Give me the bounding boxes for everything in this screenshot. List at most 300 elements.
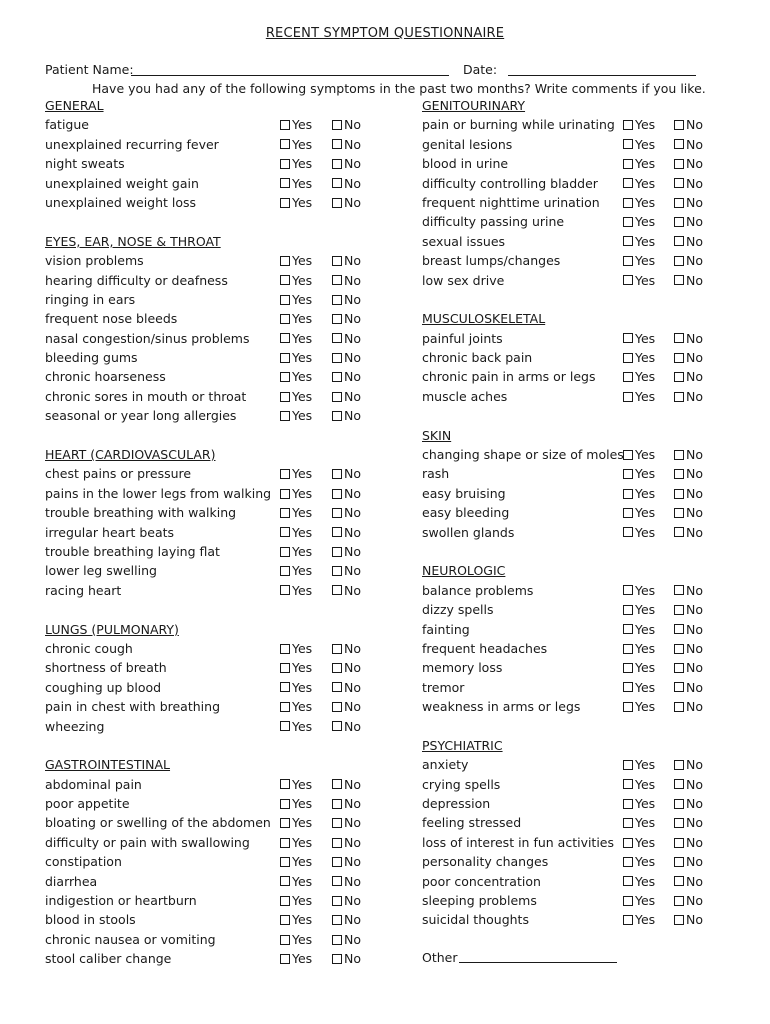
no-checkbox[interactable]	[332, 813, 361, 832]
checkbox-square-icon[interactable]	[332, 818, 342, 828]
yes-checkbox[interactable]	[623, 755, 655, 774]
checkbox-square-icon[interactable]	[674, 915, 684, 925]
no-checkbox[interactable]	[332, 251, 361, 270]
no-checkbox[interactable]	[332, 193, 361, 212]
yes-checkbox[interactable]	[623, 271, 655, 290]
yes-checkbox[interactable]	[623, 251, 655, 270]
yes-checkbox[interactable]	[280, 271, 312, 290]
no-checkbox[interactable]	[332, 406, 361, 425]
yes-label: Yes	[635, 621, 656, 637]
yes-checkbox[interactable]	[623, 212, 655, 231]
checkbox-square-icon[interactable]	[623, 779, 633, 789]
symptom-label: pains in the lower legs from walking	[45, 485, 272, 501]
yes-checkbox[interactable]	[280, 678, 312, 697]
symptom-row	[45, 348, 380, 367]
yes-checkbox[interactable]	[623, 503, 655, 522]
no-checkbox[interactable]	[674, 115, 703, 134]
symptom-label: lower leg swelling	[45, 563, 157, 579]
yes-checkbox[interactable]	[623, 639, 655, 658]
checkbox-square-icon[interactable]	[280, 489, 290, 499]
yes-checkbox[interactable]	[623, 193, 655, 212]
checkbox-square-icon[interactable]	[280, 508, 290, 518]
checkbox-square-icon[interactable]	[674, 178, 684, 188]
no-checkbox[interactable]	[674, 794, 703, 813]
checkbox-square-icon[interactable]	[623, 624, 633, 634]
checkbox-square-icon[interactable]	[674, 702, 684, 712]
checkbox-square-icon[interactable]	[674, 663, 684, 673]
no-checkbox[interactable]	[332, 852, 361, 871]
checkbox-square-icon[interactable]	[332, 372, 342, 382]
no-checkbox[interactable]	[674, 348, 703, 367]
checkbox-square-icon[interactable]	[674, 198, 684, 208]
checkbox-square-icon[interactable]	[332, 353, 342, 363]
yes-checkbox[interactable]	[623, 852, 655, 871]
checkbox-square-icon[interactable]	[623, 159, 633, 169]
checkbox-square-icon[interactable]	[332, 139, 342, 149]
no-checkbox[interactable]	[674, 639, 703, 658]
no-checkbox[interactable]	[332, 872, 361, 891]
checkbox-square-icon[interactable]	[332, 547, 342, 557]
checkbox-square-icon[interactable]	[623, 489, 633, 499]
no-checkbox[interactable]	[674, 581, 703, 600]
yes-label: Yes	[292, 873, 313, 889]
no-checkbox[interactable]	[674, 775, 703, 794]
symptom-label: constipation	[45, 854, 122, 870]
no-checkbox[interactable]	[332, 833, 361, 852]
checkbox-square-icon[interactable]	[332, 159, 342, 169]
no-checkbox[interactable]	[332, 717, 361, 736]
checkbox-square-icon[interactable]	[623, 275, 633, 285]
yes-checkbox[interactable]	[280, 891, 312, 910]
no-checkbox[interactable]	[332, 697, 361, 716]
no-label: No	[344, 117, 361, 133]
checkbox-square-icon[interactable]	[332, 915, 342, 925]
yes-checkbox[interactable]	[280, 949, 312, 968]
no-checkbox[interactable]	[674, 271, 703, 290]
checkbox-square-icon[interactable]	[623, 527, 633, 537]
checkbox-square-icon[interactable]	[623, 178, 633, 188]
checkbox-square-icon[interactable]	[280, 159, 290, 169]
yes-checkbox[interactable]	[280, 367, 312, 386]
yes-checkbox[interactable]	[623, 872, 655, 891]
yes-checkbox[interactable]	[280, 484, 312, 503]
checkbox-square-icon[interactable]	[674, 217, 684, 227]
yes-checkbox[interactable]	[623, 658, 655, 677]
yes-checkbox[interactable]	[280, 329, 312, 348]
checkbox-square-icon[interactable]	[623, 392, 633, 402]
checkbox-square-icon[interactable]	[674, 139, 684, 149]
no-checkbox[interactable]	[674, 503, 703, 522]
yes-checkbox[interactable]	[623, 891, 655, 910]
checkbox-square-icon[interactable]	[674, 760, 684, 770]
checkbox-square-icon[interactable]	[280, 663, 290, 673]
no-checkbox[interactable]	[674, 135, 703, 154]
no-checkbox[interactable]	[332, 581, 361, 600]
checkbox-square-icon[interactable]	[280, 314, 290, 324]
checkbox-square-icon[interactable]	[674, 256, 684, 266]
yes-checkbox[interactable]	[623, 581, 655, 600]
checkbox-square-icon[interactable]	[623, 760, 633, 770]
yes-checkbox[interactable]	[280, 775, 312, 794]
yes-label: Yes	[292, 369, 313, 385]
date-field[interactable]	[508, 75, 696, 76]
checkbox-square-icon[interactable]	[332, 566, 342, 576]
checkbox-square-icon[interactable]	[280, 857, 290, 867]
no-label: No	[344, 776, 361, 792]
checkbox-square-icon[interactable]	[280, 818, 290, 828]
no-checkbox[interactable]	[332, 910, 361, 929]
yes-checkbox[interactable]	[280, 251, 312, 270]
checkbox-square-icon[interactable]	[674, 450, 684, 460]
checkbox-square-icon[interactable]	[674, 682, 684, 692]
checkbox-square-icon[interactable]	[623, 702, 633, 712]
checkbox-square-icon[interactable]	[332, 644, 342, 654]
checkbox-square-icon[interactable]	[280, 295, 290, 305]
checkbox-square-icon[interactable]	[280, 469, 290, 479]
checkbox-square-icon[interactable]	[332, 489, 342, 499]
yes-checkbox[interactable]	[280, 542, 312, 561]
no-checkbox[interactable]	[674, 193, 703, 212]
checkbox-square-icon[interactable]	[623, 915, 633, 925]
checkbox-square-icon[interactable]	[280, 876, 290, 886]
yes-checkbox[interactable]	[280, 503, 312, 522]
checkbox-square-icon[interactable]	[332, 527, 342, 537]
yes-checkbox[interactable]	[623, 813, 655, 832]
checkbox-square-icon[interactable]	[623, 139, 633, 149]
checkbox-square-icon[interactable]	[332, 954, 342, 964]
yes-checkbox[interactable]	[280, 135, 312, 154]
checkbox-square-icon[interactable]	[332, 779, 342, 789]
checkbox-square-icon[interactable]	[280, 139, 290, 149]
checkbox-square-icon[interactable]	[623, 450, 633, 460]
yes-checkbox[interactable]	[280, 930, 312, 949]
no-checkbox[interactable]	[674, 251, 703, 270]
checkbox-square-icon[interactable]	[674, 605, 684, 615]
no-checkbox[interactable]	[332, 949, 361, 968]
checkbox-square-icon[interactable]	[332, 663, 342, 673]
yes-checkbox[interactable]	[623, 620, 655, 639]
checkbox-square-icon[interactable]	[332, 682, 342, 692]
checkbox-square-icon[interactable]	[623, 198, 633, 208]
checkbox-square-icon[interactable]	[623, 818, 633, 828]
checkbox-square-icon[interactable]	[280, 896, 290, 906]
no-checkbox[interactable]	[332, 174, 361, 193]
no-checkbox[interactable]	[332, 464, 361, 483]
checkbox-square-icon[interactable]	[280, 721, 290, 731]
checkbox-square-icon[interactable]	[674, 779, 684, 789]
yes-checkbox[interactable]	[280, 910, 312, 929]
checkbox-square-icon[interactable]	[623, 896, 633, 906]
yes-checkbox[interactable]	[623, 367, 655, 386]
checkbox-square-icon[interactable]	[332, 838, 342, 848]
no-label: No	[686, 117, 703, 133]
checkbox-square-icon[interactable]	[674, 353, 684, 363]
yes-checkbox[interactable]	[280, 193, 312, 212]
checkbox-square-icon[interactable]	[623, 256, 633, 266]
checkbox-square-icon[interactable]	[280, 935, 290, 945]
yes-checkbox[interactable]	[280, 523, 312, 542]
yes-checkbox[interactable]	[623, 174, 655, 193]
checkbox-square-icon[interactable]	[623, 217, 633, 227]
no-checkbox[interactable]	[332, 135, 361, 154]
yes-checkbox[interactable]	[623, 600, 655, 619]
checkbox-square-icon[interactable]	[623, 372, 633, 382]
no-checkbox[interactable]	[332, 561, 361, 580]
checkbox-square-icon[interactable]	[623, 799, 633, 809]
yes-checkbox[interactable]	[623, 232, 655, 251]
checkbox-square-icon[interactable]	[674, 333, 684, 343]
no-checkbox[interactable]	[332, 658, 361, 677]
checkbox-square-icon[interactable]	[674, 120, 684, 130]
no-checkbox[interactable]	[332, 891, 361, 910]
no-checkbox[interactable]	[674, 154, 703, 173]
no-checkbox[interactable]	[332, 523, 361, 542]
yes-checkbox[interactable]	[623, 678, 655, 697]
yes-checkbox[interactable]	[280, 406, 312, 425]
checkbox-square-icon[interactable]	[674, 236, 684, 246]
checkbox-square-icon[interactable]	[280, 547, 290, 557]
checkbox-square-icon[interactable]	[674, 876, 684, 886]
symptom-row	[45, 309, 380, 328]
yes-checkbox[interactable]	[280, 658, 312, 677]
no-checkbox[interactable]	[674, 833, 703, 852]
no-checkbox[interactable]	[674, 678, 703, 697]
checkbox-square-icon[interactable]	[280, 682, 290, 692]
yes-checkbox[interactable]	[280, 561, 312, 580]
checkbox-square-icon[interactable]	[623, 857, 633, 867]
checkbox-square-icon[interactable]	[623, 585, 633, 595]
yes-checkbox[interactable]	[280, 290, 312, 309]
checkbox-square-icon[interactable]	[280, 392, 290, 402]
yes-checkbox[interactable]	[280, 833, 312, 852]
checkbox-square-icon[interactable]	[674, 372, 684, 382]
yes-checkbox[interactable]	[280, 717, 312, 736]
checkbox-square-icon[interactable]	[332, 585, 342, 595]
checkbox-square-icon[interactable]	[280, 799, 290, 809]
yes-checkbox[interactable]	[280, 174, 312, 193]
yes-checkbox[interactable]	[280, 813, 312, 832]
checkbox-square-icon[interactable]	[280, 954, 290, 964]
yes-checkbox[interactable]	[280, 464, 312, 483]
no-checkbox[interactable]	[332, 367, 361, 386]
checkbox-square-icon[interactable]	[623, 333, 633, 343]
checkbox-square-icon[interactable]	[280, 527, 290, 537]
yes-checkbox[interactable]	[623, 115, 655, 134]
checkbox-square-icon[interactable]	[674, 508, 684, 518]
checkbox-square-icon[interactable]	[674, 896, 684, 906]
no-checkbox[interactable]	[332, 115, 361, 134]
yes-checkbox[interactable]	[623, 523, 655, 542]
no-checkbox[interactable]	[332, 930, 361, 949]
no-checkbox[interactable]	[674, 813, 703, 832]
no-checkbox[interactable]	[332, 154, 361, 173]
checkbox-square-icon[interactable]	[332, 876, 342, 886]
no-checkbox[interactable]	[674, 755, 703, 774]
checkbox-square-icon[interactable]	[332, 392, 342, 402]
no-checkbox[interactable]	[674, 523, 703, 542]
yes-checkbox[interactable]	[280, 309, 312, 328]
checkbox-square-icon[interactable]	[623, 469, 633, 479]
yes-checkbox[interactable]	[623, 484, 655, 503]
checkbox-square-icon[interactable]	[332, 896, 342, 906]
yes-checkbox[interactable]	[623, 794, 655, 813]
yes-checkbox[interactable]	[623, 154, 655, 173]
checkbox-square-icon[interactable]	[674, 838, 684, 848]
checkbox-square-icon[interactable]	[332, 469, 342, 479]
yes-checkbox[interactable]	[623, 387, 655, 406]
checkbox-square-icon[interactable]	[623, 663, 633, 673]
no-checkbox[interactable]	[674, 910, 703, 929]
checkbox-square-icon[interactable]	[332, 275, 342, 285]
no-checkbox[interactable]	[332, 271, 361, 290]
checkbox-square-icon[interactable]	[280, 333, 290, 343]
checkbox-square-icon[interactable]	[332, 799, 342, 809]
checkbox-square-icon[interactable]	[280, 838, 290, 848]
checkbox-square-icon[interactable]	[623, 838, 633, 848]
checkbox-square-icon[interactable]	[280, 644, 290, 654]
yes-checkbox[interactable]	[280, 348, 312, 367]
checkbox-square-icon[interactable]	[332, 508, 342, 518]
no-checkbox[interactable]	[674, 367, 703, 386]
checkbox-square-icon[interactable]	[674, 489, 684, 499]
checkbox-square-icon[interactable]	[332, 721, 342, 731]
yes-checkbox[interactable]	[280, 154, 312, 173]
yes-checkbox[interactable]	[623, 348, 655, 367]
checkbox-square-icon[interactable]	[280, 178, 290, 188]
no-checkbox[interactable]	[332, 542, 361, 561]
checkbox-square-icon[interactable]	[623, 682, 633, 692]
checkbox-square-icon[interactable]	[280, 120, 290, 130]
checkbox-square-icon[interactable]	[280, 353, 290, 363]
checkbox-square-icon[interactable]	[280, 256, 290, 266]
checkbox-square-icon[interactable]	[674, 469, 684, 479]
checkbox-square-icon[interactable]	[280, 779, 290, 789]
yes-checkbox[interactable]	[280, 852, 312, 871]
yes-checkbox[interactable]	[280, 697, 312, 716]
no-checkbox[interactable]	[332, 794, 361, 813]
checkbox-square-icon[interactable]	[280, 372, 290, 382]
checkbox-square-icon[interactable]	[623, 236, 633, 246]
no-checkbox[interactable]	[332, 503, 361, 522]
checkbox-square-icon[interactable]	[674, 159, 684, 169]
checkbox-square-icon[interactable]	[280, 411, 290, 421]
yes-checkbox[interactable]	[623, 329, 655, 348]
checkbox-square-icon[interactable]	[623, 508, 633, 518]
no-checkbox[interactable]	[674, 387, 703, 406]
no-checkbox[interactable]	[674, 445, 703, 464]
yes-checkbox[interactable]	[280, 872, 312, 891]
yes-label: Yes	[635, 369, 656, 385]
checkbox-square-icon[interactable]	[674, 857, 684, 867]
yes-checkbox[interactable]	[623, 445, 655, 464]
no-checkbox[interactable]	[332, 775, 361, 794]
patient-name-field[interactable]	[131, 75, 449, 76]
checkbox-square-icon[interactable]	[674, 275, 684, 285]
checkbox-square-icon[interactable]	[332, 702, 342, 712]
no-checkbox[interactable]	[674, 174, 703, 193]
no-checkbox[interactable]	[332, 484, 361, 503]
checkbox-square-icon[interactable]	[674, 799, 684, 809]
checkbox-square-icon[interactable]	[674, 527, 684, 537]
no-checkbox[interactable]	[674, 329, 703, 348]
checkbox-square-icon[interactable]	[332, 935, 342, 945]
checkbox-square-icon[interactable]	[332, 198, 342, 208]
checkbox-square-icon[interactable]	[280, 275, 290, 285]
checkbox-square-icon[interactable]	[332, 411, 342, 421]
checkbox-square-icon[interactable]	[332, 295, 342, 305]
yes-checkbox[interactable]	[623, 833, 655, 852]
other-field[interactable]	[459, 962, 617, 963]
yes-checkbox[interactable]	[623, 697, 655, 716]
no-checkbox[interactable]	[674, 212, 703, 231]
checkbox-square-icon[interactable]	[674, 392, 684, 402]
checkbox-square-icon[interactable]	[623, 605, 633, 615]
yes-checkbox[interactable]	[623, 775, 655, 794]
checkbox-square-icon[interactable]	[332, 857, 342, 867]
checkbox-square-icon[interactable]	[623, 353, 633, 363]
no-checkbox[interactable]	[674, 620, 703, 639]
checkbox-square-icon[interactable]	[332, 333, 342, 343]
no-checkbox[interactable]	[674, 697, 703, 716]
checkbox-square-icon[interactable]	[280, 585, 290, 595]
yes-label: Yes	[292, 834, 313, 850]
no-checkbox[interactable]	[674, 658, 703, 677]
checkbox-square-icon[interactable]	[674, 624, 684, 634]
checkbox-square-icon[interactable]	[280, 915, 290, 925]
checkbox-square-icon[interactable]	[674, 585, 684, 595]
yes-label: Yes	[292, 194, 313, 210]
no-checkbox[interactable]	[674, 464, 703, 483]
yes-checkbox[interactable]	[280, 639, 312, 658]
no-checkbox[interactable]	[332, 387, 361, 406]
checkbox-square-icon[interactable]	[332, 256, 342, 266]
yes-checkbox[interactable]	[280, 794, 312, 813]
checkbox-square-icon[interactable]	[280, 198, 290, 208]
no-checkbox[interactable]	[674, 600, 703, 619]
no-checkbox[interactable]	[674, 872, 703, 891]
checkbox-square-icon[interactable]	[332, 314, 342, 324]
yes-checkbox[interactable]	[623, 464, 655, 483]
no-checkbox[interactable]	[332, 329, 361, 348]
no-checkbox[interactable]	[674, 891, 703, 910]
no-checkbox[interactable]	[332, 290, 361, 309]
no-checkbox[interactable]	[674, 484, 703, 503]
checkbox-square-icon[interactable]	[623, 876, 633, 886]
checkbox-square-icon[interactable]	[623, 120, 633, 130]
yes-checkbox[interactable]	[280, 581, 312, 600]
no-label: No	[344, 679, 361, 695]
checkbox-square-icon[interactable]	[280, 702, 290, 712]
symptom-label: poor appetite	[45, 796, 130, 812]
checkbox-square-icon[interactable]	[332, 178, 342, 188]
symptom-row	[422, 503, 722, 522]
checkbox-square-icon[interactable]	[674, 644, 684, 654]
no-checkbox[interactable]	[332, 348, 361, 367]
no-checkbox[interactable]	[332, 309, 361, 328]
yes-checkbox[interactable]	[280, 115, 312, 134]
no-checkbox[interactable]	[674, 852, 703, 871]
no-checkbox[interactable]	[674, 232, 703, 251]
yes-checkbox[interactable]	[623, 135, 655, 154]
no-checkbox[interactable]	[332, 639, 361, 658]
yes-checkbox[interactable]	[280, 387, 312, 406]
checkbox-square-icon[interactable]	[280, 566, 290, 576]
yes-checkbox[interactable]	[623, 910, 655, 929]
checkbox-square-icon[interactable]	[674, 818, 684, 828]
checkbox-square-icon[interactable]	[623, 644, 633, 654]
checkbox-square-icon[interactable]	[332, 120, 342, 130]
no-checkbox[interactable]	[332, 678, 361, 697]
